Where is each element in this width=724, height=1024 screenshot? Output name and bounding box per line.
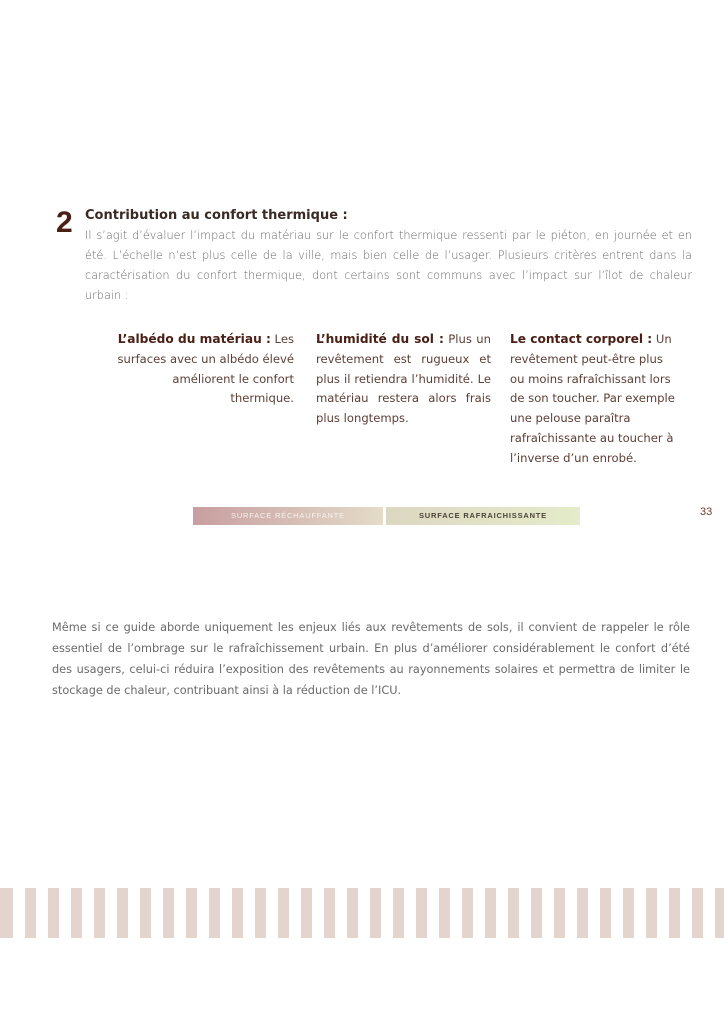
criterion-humidite [316,330,491,429]
section-number: 2 [56,206,73,239]
page-number: 33 [700,506,713,518]
criterion-title: L’albédo du matériau : [117,332,271,346]
criterion-albedo [112,330,294,409]
bottom-paragraph: Même si ce guide aborde uniquement les enjeux liés aux revêtements de sols, il convient de rappeler le rôle essentiel de l’ombrage sur le rafraîchissement urbain. En plus d’améliorer considérablement le confort d’été des usagers, celui-ci réduira l’exposition des revêtements au rayonnements solaires et permettra de limiter le stockage de chaleur, contribuant ainsi à la réduction de l’ICU. [52,621,690,697]
criterion-text: Un revêtement peut-être plus ou moins rafraîchissant lors de son toucher. Par exemple une pelouse paraîtra rafraîchissante au toucher à l’inverse d’un enrobé. [510,332,675,465]
decorative-stripes [0,888,724,938]
criterion-contact [510,330,680,469]
section-text: Il s’agit d’évaluer l’impact du matériau sur le confort thermique ressenti par le piéton, en journée et en été. L’échelle n’est plus celle de la ville, mais bien celle de l’usager. Plusieurs critères entrent dans la caractérisation du confort thermique, dont certains sont communs avec l’impact sur l’îlot de chaleur urbain : [85,229,692,302]
scale-warm-bar: SURFACE RÉCHAUFFANTE [193,507,383,525]
section-title: Contribution au confort thermique : [85,208,348,223]
criterion-text: Plus un revêtement est rugueux et plus il retiendra l’humidité. Le matériau restera alors frais plus longtemps. [316,332,491,426]
criterion-title: Le contact corporel : [510,332,653,346]
criterion-text: Les surfaces avec un albédo élevé améliorent le confort thermique. [117,332,294,406]
scale-cool-bar: SURFACE RAFRAICHISSANTE [386,507,580,525]
section-2 [52,206,692,306]
criterion-title: L’humidité du sol : [316,332,444,346]
